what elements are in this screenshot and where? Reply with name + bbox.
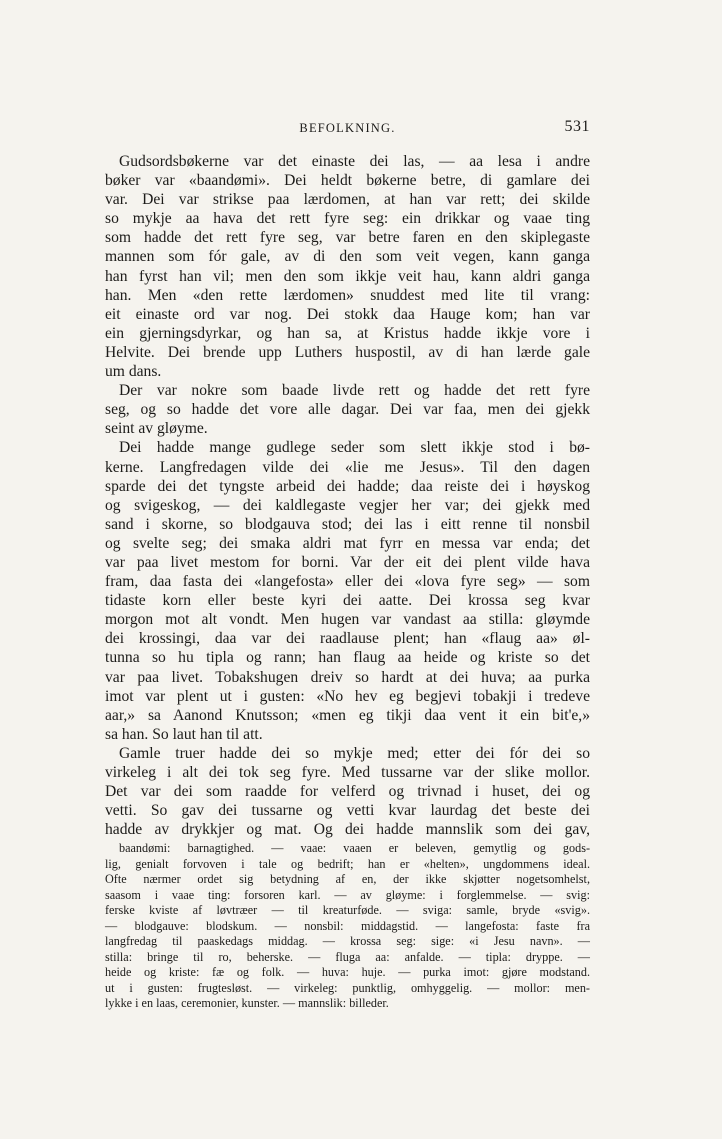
body-line: han. Men «den rette lærdomen» snuddest med lite til vrang: [105, 286, 590, 304]
body-text [105, 152, 590, 839]
body-line: fram, daa fasta dei «langefosta» eller dei «lova fyre seg» — som [105, 573, 590, 591]
body-line: virkeleg i alt dei tok seg fyre. Med tussarne var der slike mollor. [105, 764, 590, 781]
body-line: og svigeskog, — dei kaldlegaste vegjer her var; dei gjekk med [105, 496, 590, 514]
footnote-line: ferske kviste af løvtræer — til kreaturføde. — sviga: samle, bryde «svig». [105, 903, 590, 917]
body-line: mannen som fór gale, av di den som veit vegen, kann ganga [105, 248, 590, 266]
body-line: hadde av drykkjer og mat. Og dei hadde mannslik som dei gav, [105, 821, 590, 839]
body-line: ein gjerningsdyrkar, og han sa, at Kristus hadde ikkje vore i [105, 324, 590, 342]
body-line: var. Dei var strikse paa lærdomen, at han var rett; dei skilde [105, 191, 590, 209]
body-line: sa han. So laut han til att. [105, 725, 263, 743]
body-line: seint av gløyme. [105, 420, 208, 438]
body-line: Der var nokre som baade livde rett og hadde det rett fyre [119, 382, 590, 400]
body-line: eit einaste ord var nog. Dei stokk daa Hauge kom; han var [105, 305, 590, 323]
body-line: aar,» sa Aanond Knutsson; «men eg tikji daa vent it ein bit'e,» [105, 706, 590, 724]
body-line: seg, og so hadde det vore alle dagar. Dei var faa, men dei gjekk [105, 401, 590, 419]
footnote-line: — blodgauve: blodskum. — nonsbil: middagstid. — langefosta: faste fra [105, 918, 590, 933]
body-line: sand i skorne, so blodgauva stod; dei las i eitt renne til nonsbil [105, 515, 590, 533]
body-line: tunna so hu tipla og rann; han flaug aa heide og kriste so det [105, 649, 590, 667]
body-line: dei krossingi, daa var dei raadlause plent; han «flaug aa» øl- [105, 630, 590, 648]
body-line: Det var dei som raadde for velferd og trivnad i huset, dei og [105, 783, 590, 801]
footnotes [105, 841, 590, 1012]
body-line: bøker var «baandømi». Dei heldt bøkerne betre, di gamlare dei [105, 172, 590, 190]
body-line: og svelte seg; dei smaka aldri mat fyrr en messa var enda; det [105, 534, 590, 552]
body-line: tidaste korn eller beste kyri dei aatte. Dei krossa seg kvar [105, 592, 590, 610]
footnote-line: saasom i vaae ting: forsoren karl. — av gløyme: i forglemmelse. — svig: [105, 887, 590, 902]
body-line: kerne. Langfredagen vilde dei «lie me Jesus». Til den dagen [105, 458, 590, 476]
body-line: imot var plent ut i gusten: «No hev eg begjevi tobakji i tredeve [105, 687, 590, 705]
footnote-line: baandømi: barnagtighed. — vaae: vaaen er beleven, gemytlig og gods- [119, 841, 590, 855]
body-line: sparde dei det tyngste arbeid dei hadde; daa reiste dei i høyskog [105, 477, 590, 495]
body-line: um dans. [105, 363, 162, 381]
body-line: var paa livet mestom for borni. Var der eit dei plent vilde hava [105, 553, 590, 571]
page-number: 531 [564, 118, 590, 135]
footnote-line: Ofte nærmer ordet sig betydning af en, der ikke skjøtter nogetsomhelst, [105, 872, 590, 886]
body-line: Dei hadde mange gudlege seder som slett ikkje stod i bø- [119, 439, 590, 457]
body-line: vetti. So gav dei tussarne og vetti kvar laurdag det beste dei [105, 802, 590, 820]
body-line: som hadde det rett fyre seg, var betre faren en den skiplegaste [105, 229, 590, 247]
body-line: Gudsordsbøkerne var det einaste dei las, — aa lesa i andre [119, 153, 590, 170]
body-line: Helvite. Dei brende upp Luthers huspostil, av di han lærde gale [105, 343, 590, 361]
running-title: BEFOLKNING. [299, 121, 396, 135]
footnote-line: heide og kriste: fæ og folk. — huva: huje. — purka imot: gjøre modstand. [105, 965, 590, 979]
footnote-line: lig, genialt forvoven i tale og bedrift; han er «helten», ungdommens ideal. [105, 856, 590, 871]
page-header [105, 118, 590, 138]
body-line: var paa livet. Tobakshugen dreiv so hardt at dei huva; aa purka [105, 668, 590, 686]
footnote-line: langfredag til paaskedags middag. — krossa seg: sige: «i Jesu navn». — [105, 934, 590, 948]
footnote-line: stilla: bringe til ro, beherske. — fluga aa: anfalde. — tipla: dryppe. — [105, 949, 590, 964]
footnote-line: ut i gusten: frugtesløst. — virkeleg: punktlig, omhyggelig. — mollor: men- [105, 980, 590, 995]
footnote-line: lykke i en laas, ceremonier, kunster. — mannslik: billeder. [105, 996, 389, 1010]
body-line: han fyrst han vil; men den som ikkje veit hau, kann aldri ganga [105, 267, 590, 285]
body-line: Gamle truer hadde dei so mykje med; etter dei fór dei so [119, 744, 590, 762]
body-line: morgon mot alt vondt. Men hugen var vandast aa stilla: gløymde [105, 611, 590, 629]
body-line: so mykje aa hava det rett fyre seg: ein drikkar og vaae ting [105, 210, 590, 228]
